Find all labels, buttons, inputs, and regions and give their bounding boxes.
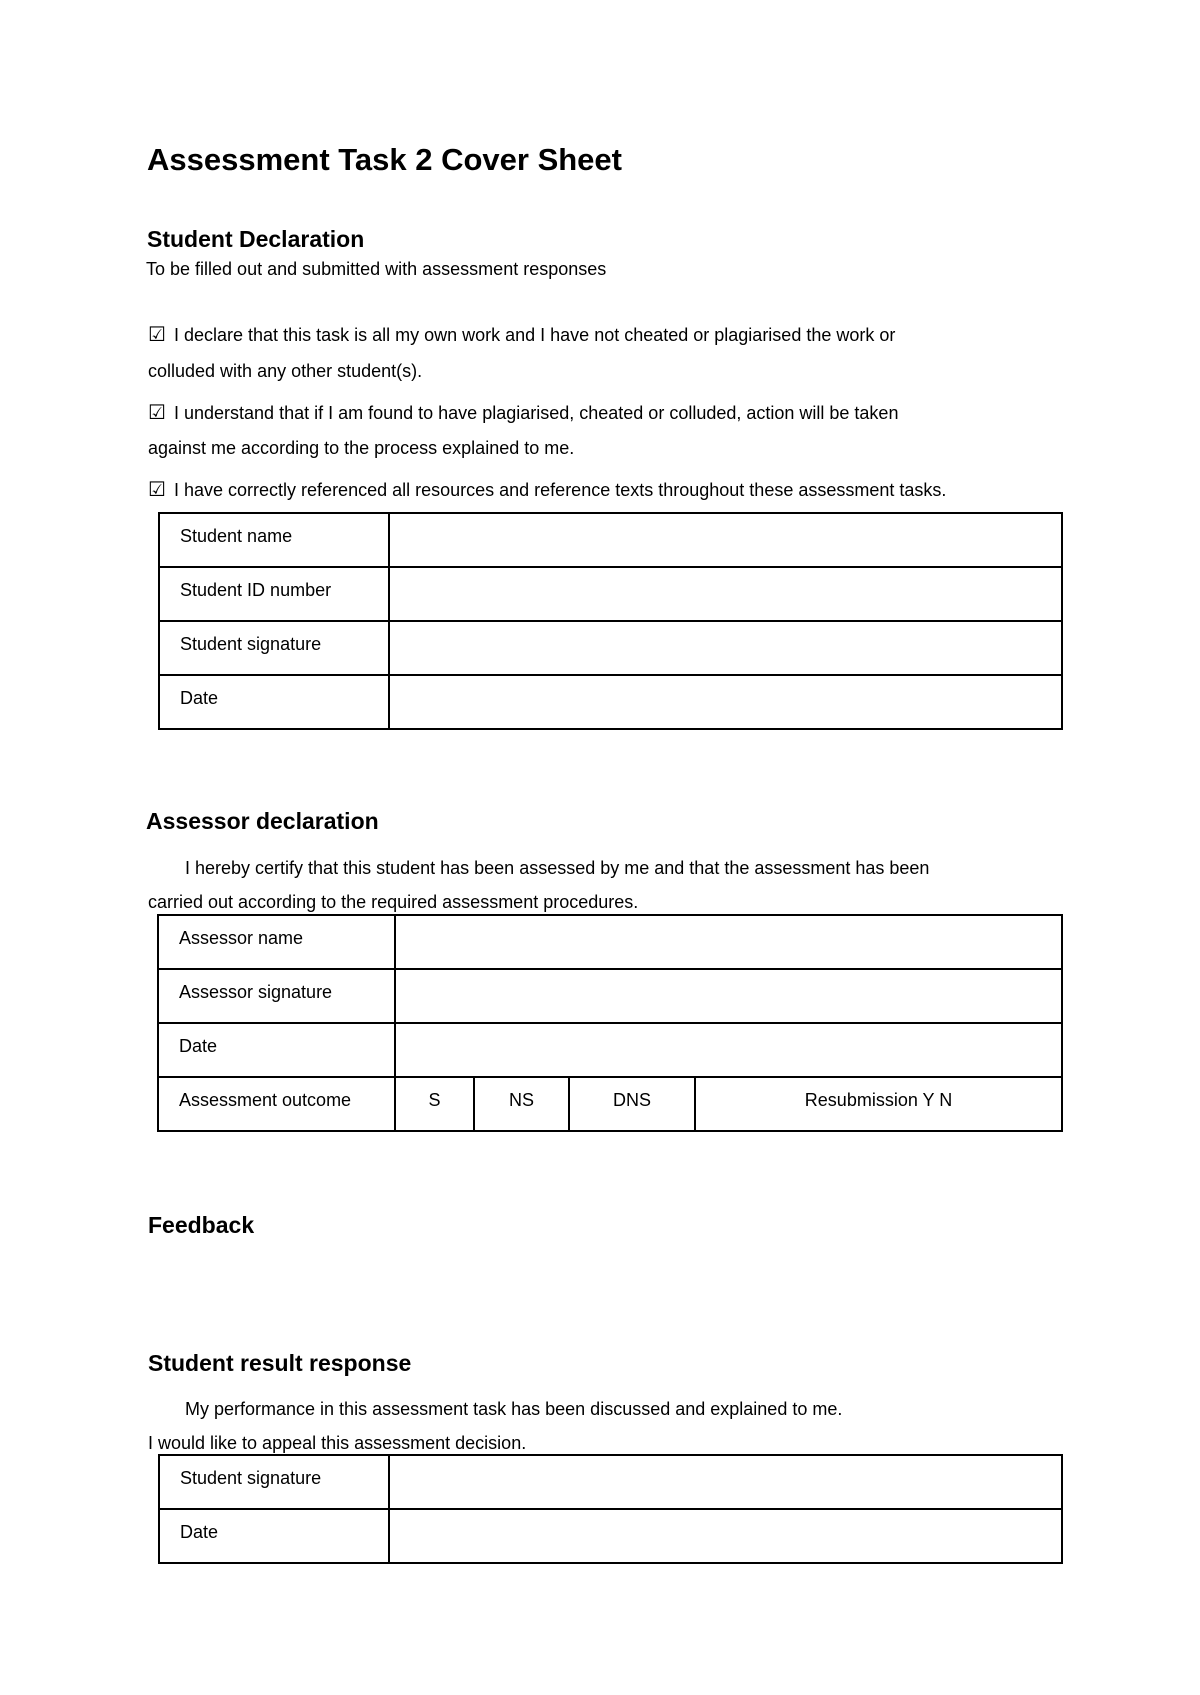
checked-checkbox-icon[interactable]: ☑ xyxy=(148,479,166,501)
table-row xyxy=(159,567,1062,621)
assessor-signature-field[interactable] xyxy=(395,969,1062,1023)
declaration-item-1 xyxy=(148,324,895,346)
assessor-declaration-heading: Assessor declaration xyxy=(146,808,379,834)
table-row xyxy=(159,621,1062,675)
assessor-name-field[interactable] xyxy=(395,915,1062,969)
table-row xyxy=(158,1023,1062,1077)
response-date-label: Date xyxy=(159,1509,389,1563)
checked-checkbox-icon[interactable]: ☑ xyxy=(148,324,166,346)
page-title: Assessment Task 2 Cover Sheet xyxy=(147,142,622,177)
table-row xyxy=(159,1509,1062,1563)
student-name-field[interactable] xyxy=(389,513,1062,567)
student-declaration-heading: Student Declaration xyxy=(147,226,365,252)
result-response-line1: My performance in this assessment task has been discussed and explained to me. xyxy=(185,1399,843,1419)
declaration-item-3 xyxy=(148,479,946,501)
assessor-certify-line1: I hereby certify that this student has been assessed by me and that the assessment has been xyxy=(185,858,930,878)
resubmission-option[interactable]: Resubmission Y N xyxy=(695,1077,1062,1131)
student-id-field[interactable] xyxy=(389,567,1062,621)
declaration-item-2-line1: I understand that if I am found to have plagiarised, cheated or colluded, action will be taken xyxy=(174,403,899,423)
feedback-area[interactable] xyxy=(148,1245,1063,1340)
outcome-ns-option[interactable]: NS xyxy=(474,1077,569,1131)
response-signature-label: Student signature xyxy=(159,1455,389,1509)
student-signature-label: Student signature xyxy=(159,621,389,675)
table-row xyxy=(158,969,1062,1023)
declaration-item-1-line2: colluded with any other student(s). xyxy=(148,361,423,381)
student-response-table xyxy=(158,1454,1063,1564)
declaration-item-2 xyxy=(148,402,898,424)
assessor-details-table xyxy=(157,914,1063,1132)
assessor-date-field[interactable] xyxy=(395,1023,1062,1077)
assessor-date-label: Date xyxy=(158,1023,395,1077)
table-row xyxy=(159,675,1062,729)
student-date-label: Date xyxy=(159,675,389,729)
assessor-certify-line2: carried out according to the required assessment procedures. xyxy=(148,892,639,912)
outcome-dns-option[interactable]: DNS xyxy=(569,1077,695,1131)
feedback-heading: Feedback xyxy=(148,1212,255,1238)
student-name-label: Student name xyxy=(159,513,389,567)
table-row xyxy=(158,1077,1062,1131)
student-date-field[interactable] xyxy=(389,675,1062,729)
checked-checkbox-icon[interactable]: ☑ xyxy=(148,402,166,424)
student-id-label: Student ID number xyxy=(159,567,389,621)
table-row xyxy=(158,915,1062,969)
student-result-response-heading: Student result response xyxy=(148,1350,412,1376)
declaration-item-3-line1: I have correctly referenced all resources and reference texts throughout these assessment tasks. xyxy=(174,480,947,500)
result-response-line2: I would like to appeal this assessment decision. xyxy=(148,1433,527,1453)
declaration-item-1-line1: I declare that this task is all my own work and I have not cheated or plagiarised the work or xyxy=(174,325,896,345)
assessor-signature-label: Assessor signature xyxy=(158,969,395,1023)
declaration-item-2-line2: against me according to the process explained to me. xyxy=(148,438,575,458)
response-date-field[interactable] xyxy=(389,1509,1062,1563)
assessment-outcome-label: Assessment outcome xyxy=(158,1077,395,1131)
outcome-s-option[interactable]: S xyxy=(395,1077,474,1131)
student-declaration-subtitle: To be filled out and submitted with assessment responses xyxy=(146,259,607,279)
table-row xyxy=(159,1455,1062,1509)
table-row xyxy=(159,513,1062,567)
response-signature-field[interactable] xyxy=(389,1455,1062,1509)
assessor-name-label: Assessor name xyxy=(158,915,395,969)
student-signature-field[interactable] xyxy=(389,621,1062,675)
student-details-table xyxy=(158,512,1063,730)
